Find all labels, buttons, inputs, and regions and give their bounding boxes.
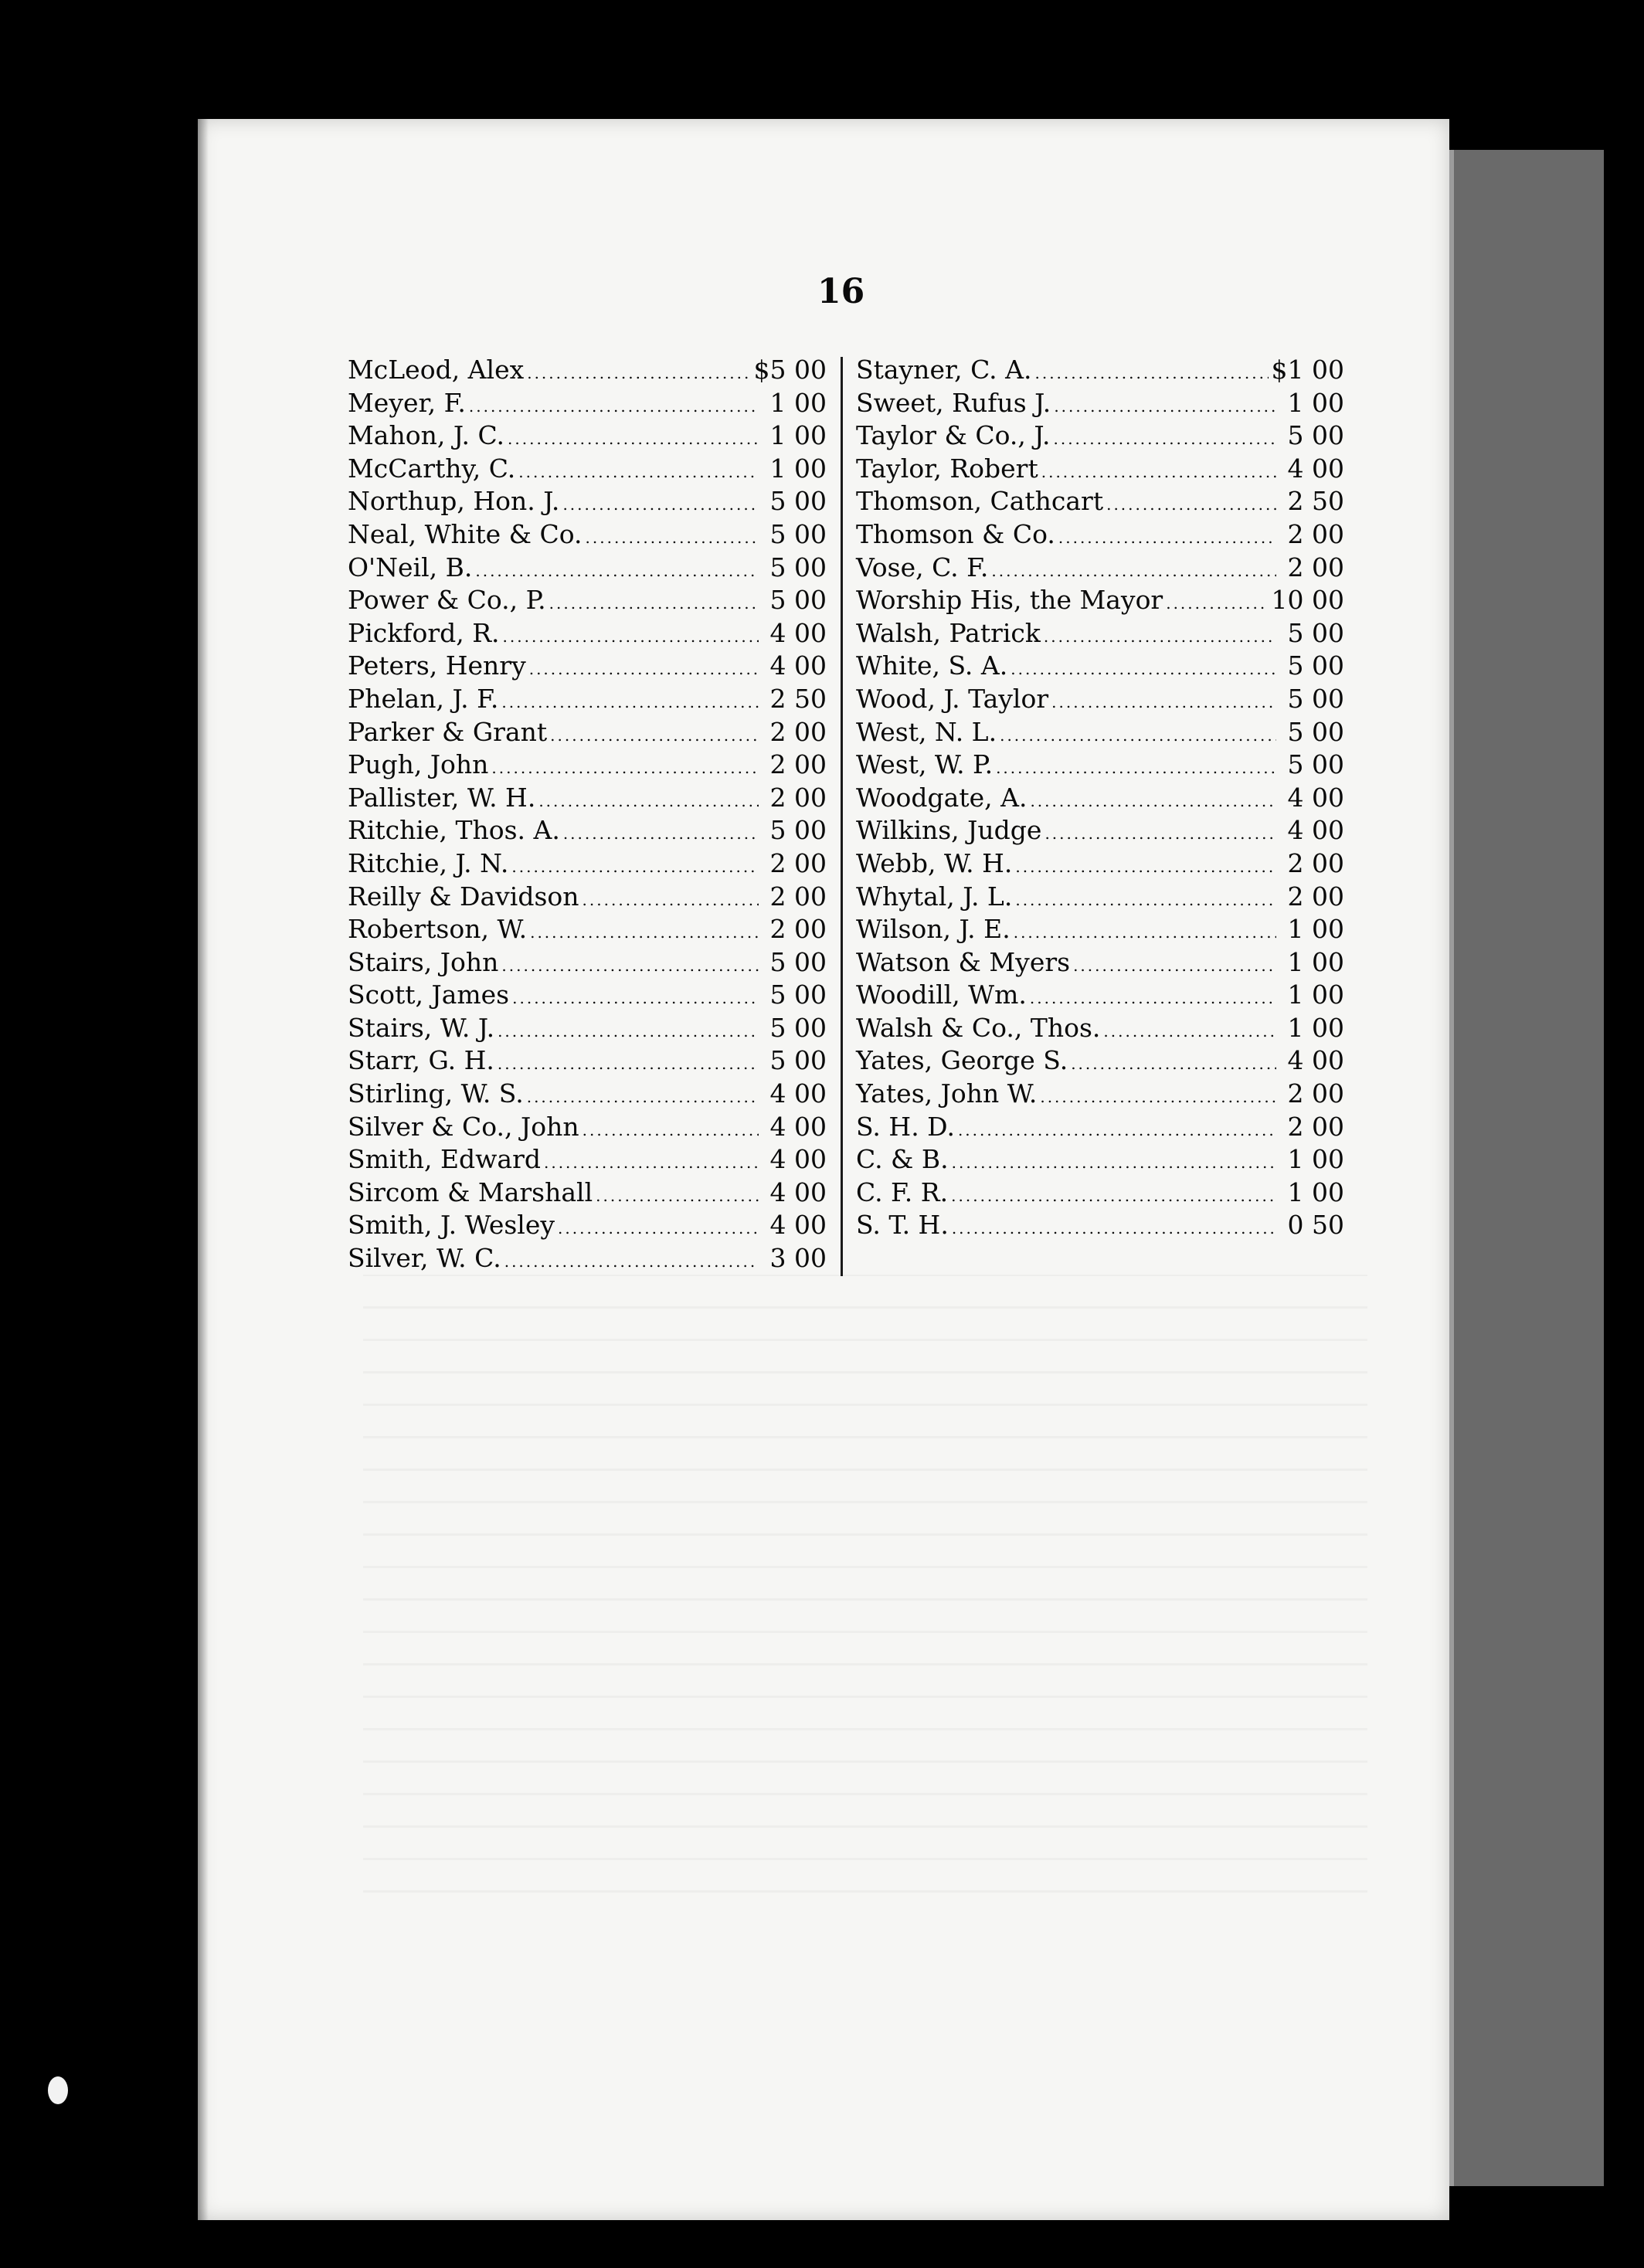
subscriber-row [856, 387, 1344, 420]
subscriber-row [348, 552, 827, 585]
leader-dots [1000, 719, 1276, 752]
subscriber-name: Meyer, F. [348, 387, 466, 418]
leader-dots [1015, 884, 1276, 917]
leader-dots [1040, 1081, 1276, 1114]
subscriber-row [348, 518, 827, 552]
subscriber-row [856, 782, 1344, 815]
subscriber-row [856, 617, 1344, 650]
subscription-amount: 5 00 [1287, 420, 1344, 451]
subscriber-name: Woodill, Wm. [856, 980, 1027, 1010]
subscription-amount: 1 00 [769, 387, 827, 418]
subscriber-row [348, 1242, 827, 1275]
subscriber-name: Woodgate, A. [856, 782, 1028, 813]
leader-dots [508, 423, 759, 456]
subscriber-name: McCarthy, C. [348, 453, 516, 484]
subscription-amount: 2 00 [769, 749, 827, 780]
subscriber-row [348, 650, 827, 683]
subscription-amount: 2 00 [769, 881, 827, 912]
subscription-amount: 2 00 [769, 847, 827, 878]
leader-dots [1073, 949, 1276, 983]
subscription-amount: 5 00 [1287, 716, 1344, 747]
leader-dots [1166, 587, 1268, 620]
subscription-amount: 4 00 [769, 617, 827, 648]
subscriber-row [348, 814, 827, 847]
subscription-amount: 4 00 [769, 1210, 827, 1241]
subscription-amount: 2 00 [1287, 518, 1344, 549]
subscriber-row [348, 881, 827, 914]
leader-dots [996, 752, 1276, 785]
subscriber-name: Power & Co., P. [348, 585, 546, 616]
leader-dots [1044, 620, 1276, 654]
subscriber-name: Ritchie, Thos. A. [348, 815, 560, 846]
subscription-amount: 1 00 [1287, 1144, 1344, 1175]
subscriber-name: Yates, George S. [856, 1045, 1068, 1076]
subscription-amount: 5 00 [1287, 683, 1344, 714]
subscription-amount: 4 00 [769, 650, 827, 681]
leader-dots [491, 752, 759, 785]
leader-dots [1014, 916, 1276, 949]
subscriber-row [348, 1209, 827, 1242]
subscription-amount: 5 00 [769, 518, 827, 549]
subscriber-name: Walsh, Patrick [856, 617, 1041, 648]
subscriber-name: Sircom & Marshall [348, 1176, 593, 1207]
leader-dots [1041, 456, 1276, 489]
subscription-amount: 1 00 [769, 453, 827, 484]
subscriber-name: Stirling, W. S. [348, 1078, 524, 1109]
leader-dots [1030, 785, 1276, 818]
subscriber-name: Sweet, Rufus J. [856, 387, 1051, 418]
subscriber-row [856, 354, 1344, 387]
leader-dots [1058, 521, 1276, 555]
leader-dots [952, 1212, 1276, 1245]
page-number: 16 [817, 272, 865, 311]
leader-dots [1103, 1015, 1276, 1048]
leader-dots [1034, 357, 1268, 390]
subscriber-row [856, 552, 1344, 585]
leader-dots [469, 390, 759, 423]
subscription-amount: 2 00 [1287, 552, 1344, 582]
subscriber-row [348, 683, 827, 716]
leader-dots [1030, 982, 1276, 1015]
subscription-amount: 5 00 [769, 815, 827, 846]
subscriber-name: Stairs, John [348, 946, 499, 977]
subscriber-row [856, 1209, 1344, 1242]
subscriber-name: Ritchie, J. N. [348, 847, 509, 878]
subscriber-row [856, 847, 1344, 881]
subscriber-name: Wilson, J. E. [856, 914, 1011, 945]
subscriber-row [348, 1176, 827, 1210]
subscriber-name: S. T. H. [856, 1210, 949, 1241]
subscriber-row [348, 453, 827, 486]
leader-dots [529, 653, 759, 686]
subscriber-name: Mahon, J. C. [348, 420, 505, 451]
subscriber-row [856, 1078, 1344, 1111]
leader-dots [958, 1114, 1276, 1147]
subscriber-row [348, 1143, 827, 1176]
subscriber-row [348, 1078, 827, 1111]
subscriber-row [856, 979, 1344, 1012]
subscriber-row [856, 650, 1344, 683]
subscription-amount: 4 00 [769, 1111, 827, 1142]
subscriber-name: White, S. A. [856, 650, 1008, 681]
subscription-amount: $1 00 [1271, 355, 1344, 385]
subscriber-row [856, 881, 1344, 914]
left-column [348, 354, 827, 1275]
subscriber-row [348, 847, 827, 881]
subscription-amount: 5 00 [1287, 650, 1344, 681]
subscriber-name: Vose, C. F. [856, 552, 989, 582]
subscription-amount: 10 00 [1271, 585, 1344, 616]
leader-dots [504, 1245, 759, 1278]
leader-dots [527, 357, 750, 390]
leader-dots [518, 456, 759, 489]
subscriber-row [856, 1111, 1344, 1144]
subscription-amount: 1 00 [1287, 914, 1344, 945]
subscriber-name: Taylor & Co., J. [856, 420, 1051, 451]
subscriber-name: Whytal, J. L. [856, 881, 1013, 912]
subscriber-name: Watson & Myers [856, 946, 1071, 977]
subscription-amount: 3 00 [769, 1243, 827, 1274]
subscription-amount: 4 00 [769, 1144, 827, 1175]
subscription-amount: 2 00 [769, 914, 827, 945]
subscriber-name: Wilkins, Judge [856, 815, 1042, 846]
subscriber-row [348, 1111, 827, 1144]
leader-dots [562, 488, 759, 521]
leader-dots [558, 1212, 759, 1245]
subscriber-name: C. F. R. [856, 1176, 949, 1207]
subscriber-name: Silver & Co., John [348, 1111, 579, 1142]
right-column [856, 354, 1344, 1242]
subscription-amount: 2 00 [1287, 1111, 1344, 1142]
subscriber-row [348, 782, 827, 815]
subscriber-name: S. H. D. [856, 1111, 955, 1142]
subscriber-name: Scott, James [348, 980, 510, 1010]
leader-dots [527, 1081, 759, 1114]
subscriber-name: Pallister, W. H. [348, 782, 536, 813]
leader-dots [498, 1015, 759, 1048]
subscriber-name: Thomson & Co. [856, 518, 1055, 549]
leader-dots [1011, 653, 1276, 686]
subscriber-row [856, 1143, 1344, 1176]
subscriber-row [856, 749, 1344, 782]
subscription-amount: 1 00 [1287, 387, 1344, 418]
subscriber-row [348, 749, 827, 782]
subscriber-row [856, 1012, 1344, 1045]
subscriber-name: Starr, G. H. [348, 1045, 494, 1076]
subscriber-row [856, 453, 1344, 486]
subscription-amount: 4 00 [1287, 782, 1344, 813]
leader-dots [586, 521, 759, 555]
subscriber-name: Smith, Edward [348, 1144, 541, 1175]
leader-dots [475, 555, 759, 588]
subscriber-name: Peters, Henry [348, 650, 526, 681]
subscriber-name: McLeod, Alex [348, 355, 525, 385]
leader-dots [1106, 488, 1276, 521]
subscriber-name: Walsh & Co., Thos. [856, 1012, 1101, 1043]
subscriber-name: Northup, Hon. J. [348, 486, 560, 517]
leader-dots [1051, 686, 1276, 719]
subscriber-row [856, 913, 1344, 946]
subscription-amount: 4 00 [769, 1078, 827, 1109]
leader-dots [1071, 1047, 1276, 1081]
subscription-amount: 4 00 [769, 1176, 827, 1207]
leader-dots [951, 1180, 1276, 1213]
subscription-amount: 2 50 [769, 683, 827, 714]
book-cover-edge [1449, 150, 1604, 2186]
subscriber-name: Reilly & Davidson [348, 881, 579, 912]
subscriber-row [348, 1044, 827, 1078]
subscriber-name: Stairs, W. J. [348, 1012, 495, 1043]
subscription-amount: 2 00 [769, 716, 827, 747]
subscriber-row [856, 716, 1344, 749]
leader-dots [544, 1146, 759, 1180]
leader-dots [511, 850, 759, 884]
subscriber-row [856, 1044, 1344, 1078]
subscription-amount: $5 00 [753, 355, 827, 385]
leader-dots [583, 884, 759, 917]
subscription-amount: 5 00 [769, 946, 827, 977]
leader-dots [1044, 817, 1276, 850]
subscription-amount: 1 00 [1287, 1176, 1344, 1207]
subscriber-row [856, 419, 1344, 453]
subscriber-row [348, 584, 827, 617]
leader-dots [1054, 390, 1276, 423]
subscription-amount: 1 00 [769, 420, 827, 451]
subscriber-name: O'Neil, B. [348, 552, 473, 582]
subscriber-name: Wood, J. Taylor [856, 683, 1049, 714]
subscriber-name: C. & B. [856, 1144, 949, 1175]
subscriber-row [856, 1176, 1344, 1210]
subscription-amount: 2 00 [1287, 881, 1344, 912]
column-divider [841, 357, 843, 1276]
subscriber-row [856, 683, 1344, 716]
leader-dots [583, 1114, 759, 1147]
leader-dots [550, 719, 759, 752]
subscriber-row [348, 617, 827, 650]
leader-dots [563, 817, 759, 850]
subscriber-name: West, N. L. [856, 716, 997, 747]
subscription-amount: 4 00 [1287, 453, 1344, 484]
subscriber-row [348, 485, 827, 518]
subscriber-row [348, 354, 827, 387]
leader-dots [596, 1180, 759, 1213]
subscriber-name: Neal, White & Co. [348, 518, 583, 549]
subscription-amount: 4 00 [1287, 815, 1344, 846]
leader-dots [501, 949, 759, 983]
subscriber-name: Phelan, J. F. [348, 683, 499, 714]
subscriber-row [856, 946, 1344, 980]
subscriber-row [348, 1012, 827, 1045]
leader-dots [503, 620, 759, 654]
bleed-through-text [363, 1275, 1367, 1893]
leader-dots [498, 1047, 759, 1081]
leader-dots [991, 555, 1276, 588]
subscriber-name: West, W. P. [856, 749, 994, 780]
subscription-amount: 2 00 [1287, 847, 1344, 878]
leader-dots [1053, 423, 1276, 456]
subscriber-row [856, 485, 1344, 518]
subscription-amount: 5 00 [769, 585, 827, 616]
subscriber-row [856, 584, 1344, 617]
subscription-amount: 5 00 [769, 1012, 827, 1043]
leader-dots [538, 785, 759, 818]
subscriber-name: Stayner, C. A. [856, 355, 1032, 385]
subscriber-row [348, 913, 827, 946]
subscription-amount: 2 00 [1287, 1078, 1344, 1109]
subscriber-row [856, 814, 1344, 847]
subscription-amount: 5 00 [769, 980, 827, 1010]
subscriber-name: Yates, John W. [856, 1078, 1038, 1109]
subscriber-name: Robertson, W. [348, 914, 528, 945]
leader-dots [952, 1146, 1276, 1180]
leader-dots [549, 587, 759, 620]
subscriber-name: Pickford, R. [348, 617, 500, 648]
subscription-amount: 0 50 [1287, 1210, 1344, 1241]
subscriber-row [348, 419, 827, 453]
subscription-amount: 1 00 [1287, 980, 1344, 1010]
subscription-amount: 5 00 [769, 486, 827, 517]
subscriber-name: Thomson, Cathcart [856, 486, 1104, 517]
subscription-amount: 1 00 [1287, 1012, 1344, 1043]
subscription-amount: 2 00 [769, 782, 827, 813]
leader-dots [512, 982, 759, 1015]
subscriber-row [348, 716, 827, 749]
subscriber-name: Smith, J. Wesley [348, 1210, 555, 1241]
leader-dots [530, 916, 759, 949]
scan-speck [48, 2076, 68, 2104]
subscriber-row [856, 518, 1344, 552]
subscriber-name: Worship His, the Mayor [856, 585, 1163, 616]
subscription-amount: 5 00 [769, 1045, 827, 1076]
subscriber-row [348, 979, 827, 1012]
subscriber-name: Webb, W. H. [856, 847, 1013, 878]
subscription-amount: 5 00 [1287, 617, 1344, 648]
subscriber-row [348, 946, 827, 980]
subscriber-row [348, 387, 827, 420]
subscription-amount: 5 00 [769, 552, 827, 582]
subscription-amount: 2 50 [1287, 486, 1344, 517]
leader-dots [1015, 850, 1276, 884]
subscriber-name: Parker & Grant [348, 716, 548, 747]
leader-dots [501, 686, 759, 719]
subscription-amount: 1 00 [1287, 946, 1344, 977]
subscription-amount: 5 00 [1287, 749, 1344, 780]
subscriber-name: Pugh, John [348, 749, 489, 780]
subscription-amount: 4 00 [1287, 1045, 1344, 1076]
subscriber-name: Silver, W. C. [348, 1243, 501, 1274]
subscriber-name: Taylor, Robert [856, 453, 1038, 484]
